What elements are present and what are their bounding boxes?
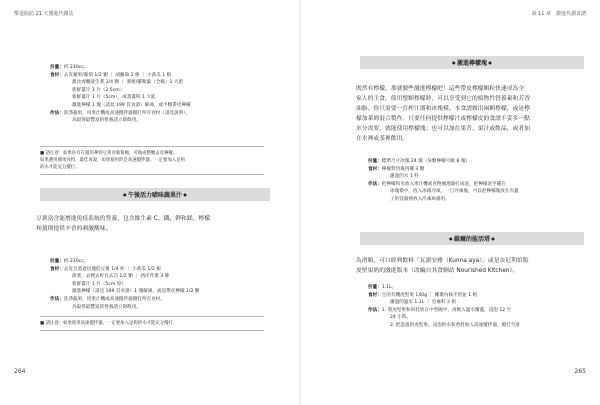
recipe-line xyxy=(368,158,519,166)
recipe-line xyxy=(368,322,520,330)
recipe-field-label: 作法： xyxy=(50,110,64,116)
recipe-line xyxy=(368,307,520,315)
recipe-field-label: 食材： xyxy=(50,72,64,78)
paragraph-line: 皮堅果奶的激進版本（改編自其食網站 Nourished Kitchen）。 xyxy=(356,268,519,274)
recipe-line xyxy=(50,94,191,102)
recipe-line xyxy=(368,166,519,174)
recipe-field-text: 濾過的水 1 杯 xyxy=(390,174,419,180)
section-heading-title: ● 午後活力嗆味蔬果汁 ● xyxy=(123,190,187,199)
recipe-line xyxy=(368,314,520,322)
recipe-field-text: 子的容器裡放入冷凍庫備用。 xyxy=(390,196,450,202)
recipe-field-text: 激進檸檬（請見 199 頁食譜）1 塊解凍，或是帶皮檸檬 1/2 顆 xyxy=(72,289,200,295)
recipe-field-text: 2. 把泡過的虎堅果、浸泡的水和香料加入高速攪拌器，攪打至滑 xyxy=(390,322,520,328)
section-heading-bar xyxy=(360,232,584,245)
recipe-field-text: 甜比或嫩菠生菜 1/4 顆 ｜ 蜜柑/羅勒葉（全株）1 大把 xyxy=(72,80,184,86)
recipe-field-label: 份量： xyxy=(50,259,64,264)
recipe-line xyxy=(368,299,520,307)
note-line: 的水才能充分攪打。 xyxy=(40,165,80,170)
recipe-field-text: 1.1L。 xyxy=(381,285,397,290)
recipe-field-text: 菠菜，去梗去籽且去芯 1/2 顆 ｜ 西洋芹菜 3 條 xyxy=(72,274,170,280)
recipe-field-label: 份量： xyxy=(50,65,64,70)
recipe-field-text: 為取得最豐富的營養請立即飲用。 xyxy=(72,118,141,124)
recipe-line xyxy=(368,284,520,292)
recipe-line xyxy=(50,87,191,95)
recipe-details-2 xyxy=(368,284,520,330)
paragraph-line: 既然有檸檬，那就做些激進檸檬吧！這些帶皮檸檬顆粒快速成為全 xyxy=(356,86,525,92)
recipe-field-text: 約 230cc。 xyxy=(63,65,89,70)
recipe-line xyxy=(368,292,520,300)
recipe-field-label: 作法： xyxy=(368,181,382,187)
recipe-field-label: 作法： xyxy=(368,307,382,313)
page-number-left: 264 xyxy=(14,368,26,375)
recipe-field-label: 食材： xyxy=(50,266,64,272)
recipe-line xyxy=(50,110,191,118)
recipe-field-text: 去皮且蒸過切塊的豆薯 1/4 杯 ｜ 小黃瓜 1/2 根 xyxy=(63,266,161,272)
recipe-field-text: 生的有機虎堅果 140g ｜ 椰棗內核半捏並 1 根 xyxy=(381,292,478,298)
recipe-field-text: 新鮮薑片 1 片（2.5cm） xyxy=(72,87,125,93)
recipe-line xyxy=(50,296,199,304)
recipe-field-label: 份量： xyxy=(368,159,382,164)
recipe-line xyxy=(50,273,199,281)
recipe-field-text: 為取得最豐富的營養請立即飲用。 xyxy=(72,304,141,310)
recipe-line xyxy=(50,79,191,87)
recipe-line xyxy=(50,258,199,266)
note-box-1 xyxy=(40,146,264,175)
recipe-details-2 xyxy=(50,258,199,311)
paragraph-line: 水分需要，就能使用檸檬塊；也可以加在果昔、果汁或飲品，或者加 xyxy=(356,126,530,132)
recipe-field-text: 新鮮薑片 1 片（5cm），或蒸薑粉 1 大匙 xyxy=(72,95,156,101)
intro-paragraph-2 xyxy=(356,256,529,276)
recipe-line xyxy=(50,304,199,312)
section-heading-bar xyxy=(40,188,270,201)
recipe-field-text: 標準尺寸冰塊 24 塊（每顆檸檬可做 8 塊） xyxy=(381,159,470,164)
note-line: ■ 請注意：如果你有在服用華特豆莢食葡萄柚，可換成整顆去皮檸檬。 xyxy=(40,151,178,156)
note-line: ■ 請注意：如果使用高速攪拌器，一定要加入足夠的水才能充分攪打。 xyxy=(40,321,178,326)
recipe-line xyxy=(368,181,519,189)
recipe-line xyxy=(50,72,191,80)
recipe-line xyxy=(368,196,519,204)
paragraph-line: 油脂。你只需要一台榨汁器和冰塊模。本食譜做出兩顆檸檬，或是檸 xyxy=(356,106,530,112)
running-head-left: 擊退脂肪 21 天激進代謝法 xyxy=(14,11,74,17)
paragraph-line: 檬加萊姆混合製作，只要任何提供檸檬汁或檸檬皮的食譜不妥多一點 xyxy=(356,116,530,122)
paragraph-line: 家人的主食，使用整顆檸檬時，可以享受到它的植物性營養素和芳香 xyxy=(356,96,530,102)
recipe-line xyxy=(50,281,199,289)
note-box-2 xyxy=(40,316,264,331)
note-line: 如果選用蘋果食料，最佳再說，如果使用的是高速攪拌器，一定要加入足夠 xyxy=(40,158,185,163)
recipe-field-label: 食材： xyxy=(368,166,382,172)
recipe-field-text: 激進檸檬 1 塊（請見 199 頁食譜）解凍，或半顆帶皮檸檬 xyxy=(72,102,191,108)
recipe-field-text: 約 230cc。 xyxy=(63,259,89,264)
recipe-field-text: 冰塊模中，放入冰箱冷凍，一旦冷凍後，可以把檸檬塊放在有蓋 xyxy=(390,189,519,195)
section-heading-title: ● 激進檸檬塊 ● xyxy=(452,58,492,67)
recipe-field-label: 份量： xyxy=(368,285,382,290)
recipe-line xyxy=(368,188,519,196)
recipe-field-text: 濾過的溫水 1.1L ｜ 亞麻籽 2 根 xyxy=(390,300,457,306)
recipe-field-text: 新鮮薑片 1 片（5cm 厚） xyxy=(72,281,126,287)
paragraph-line: 和薑則提供辛香的刺激酸味。 xyxy=(36,226,112,232)
recipe-field-text: 1. 將虎堅果和肉桂放在中型碗中，再倒入溫水覆蓋，浸泡 12 至 xyxy=(381,307,512,313)
recipe-field-text: 去皮蘋果/葡萄 1/2 顆 ｜ 胡蘿蔔 1 根 ｜ 小黃瓜 1 根 xyxy=(63,72,172,78)
recipe-field-text: 洗淨蔬果，用果汁機或高速攪拌器攪打所有食材（請見說明）。 xyxy=(63,110,191,116)
recipe-line xyxy=(50,117,191,125)
recipe-field-text: 把檸檬和水放入果汁機或食物處理器打成泥，把檸檬泥平鋪在 xyxy=(381,181,506,187)
recipe-line xyxy=(368,173,519,181)
right-page xyxy=(300,0,600,405)
recipe-line xyxy=(50,64,191,72)
section-heading-bar xyxy=(360,56,584,69)
page-number-right: 265 xyxy=(574,368,586,375)
recipe-field-text: 洗淨蔬果，用果汁機或高速攪拌器攪打所有食材。 xyxy=(63,296,165,302)
paragraph-line: 為滑順、可口經典飲料「瓦諾安雅（Kunna aya）」或是奈尼利伯版 xyxy=(356,258,529,264)
recipe-line xyxy=(50,288,199,296)
recipe-line xyxy=(50,266,199,274)
paragraph-line: 在水裡或茶裡飲用。 xyxy=(356,136,409,142)
recipe-field-text: 24 小時。 xyxy=(390,315,412,321)
recipe-field-text: 檸檬對切後四瓣 3 顆 xyxy=(381,166,425,172)
recipe-field-label: 食材： xyxy=(368,292,382,298)
recipe-field-label: 作法： xyxy=(50,296,64,302)
paragraph-line: 豆薯富含能增進免疫系統的營養，包含維生素 C、鐵、鉀和鎂。檸檬 xyxy=(36,216,211,222)
intro-paragraph-2 xyxy=(36,214,210,234)
section-heading-title: ● 維爾的能活塔 ● xyxy=(449,234,495,243)
recipe-line xyxy=(50,102,191,110)
intro-paragraph-1 xyxy=(356,84,530,144)
running-head-right: 第 11 章 激進代謝食譜 xyxy=(531,11,586,17)
recipe-details-1 xyxy=(50,64,191,125)
recipe-details-1 xyxy=(368,158,519,204)
